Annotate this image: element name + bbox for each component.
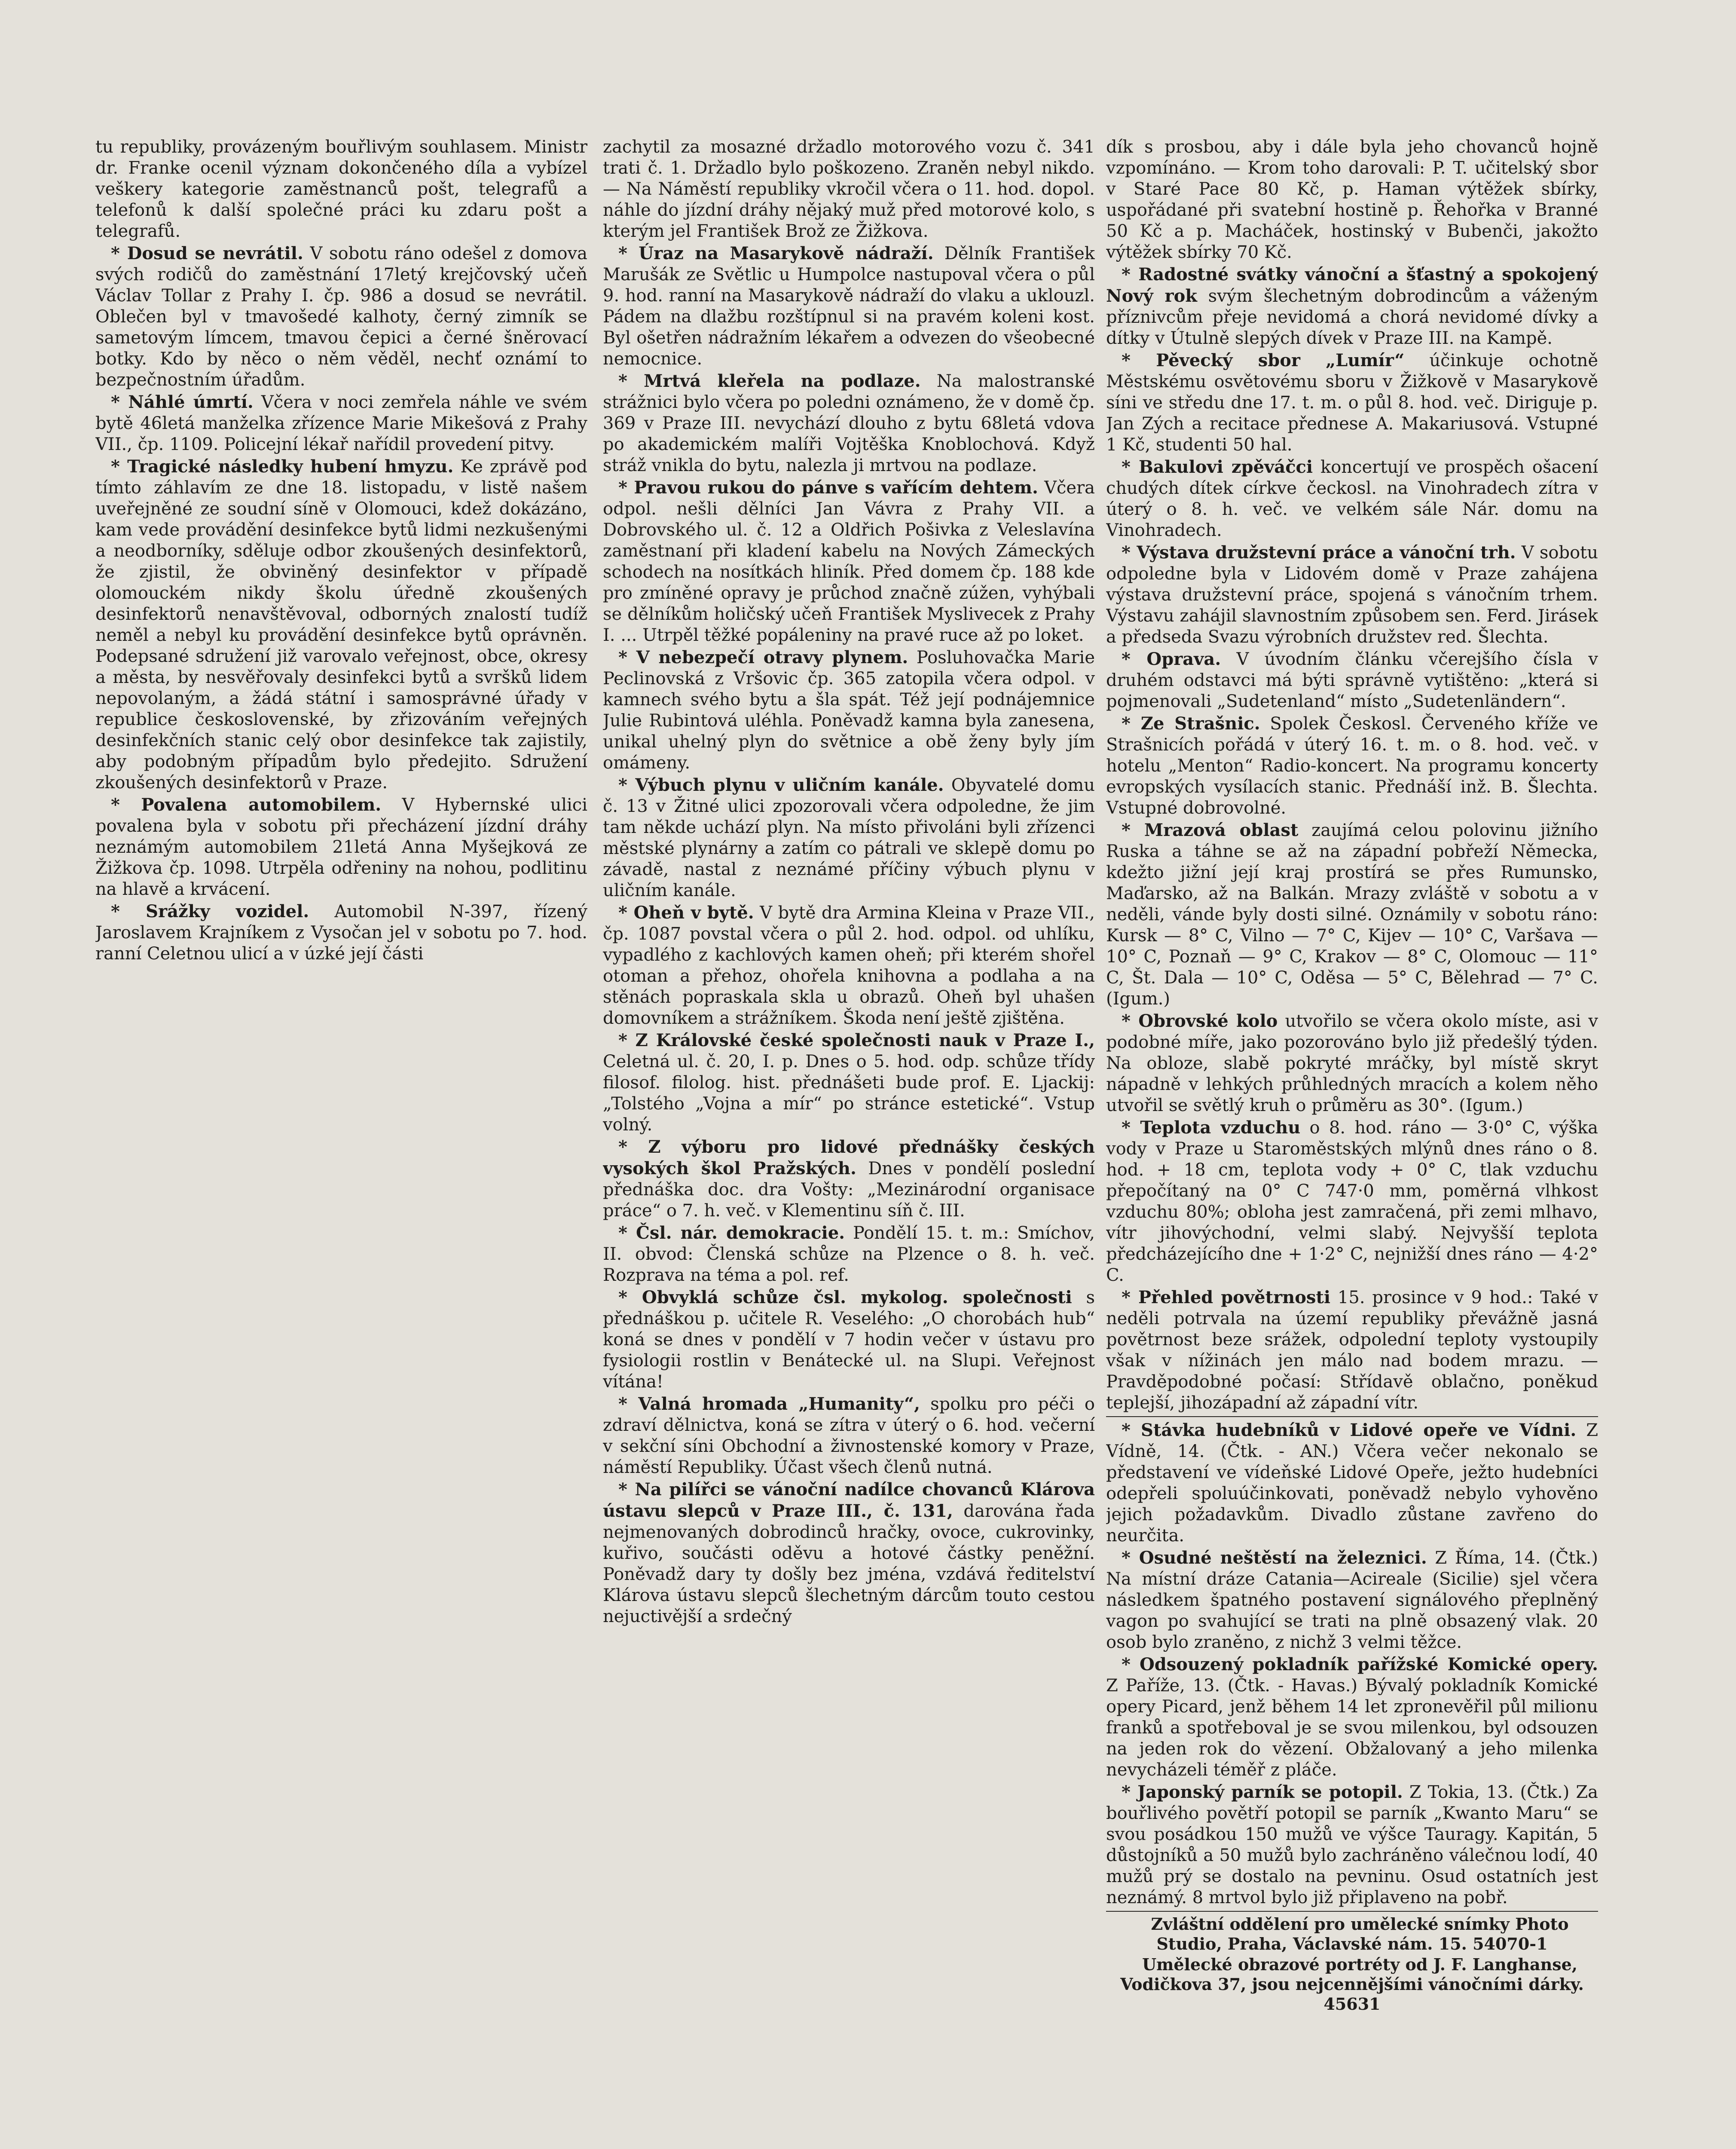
article-heading: * Povalena automobilem. — [111, 795, 382, 815]
article-heading: * V nebezpečí otravy plynem. — [618, 647, 908, 667]
article-paragraph: * Mrtvá kleřela na podlaze. Na malostranské strážnici bylo včera po poledni oznámeno, že v domě čp. 369 v Praze III. nevychází dlouho z bytu 68letá vdova po akademickém malíři Vojtěška Knoblochová. Když stráž vnikla do bytu, nalezla ji mrtvou na podlaze. — [603, 371, 1095, 475]
article-heading: * Tragické následky hubení hmyzu. — [111, 456, 454, 477]
divider-rule — [1106, 1416, 1598, 1417]
advertisement — [1106, 1914, 1598, 1954]
article-heading: * Pravou rukou do pánve s vařícím dehtem. — [618, 478, 1038, 498]
column-2 — [603, 137, 1095, 2149]
article-heading: * Z výboru pro lidové přednášky českých vysokých škol Pražských. — [603, 1137, 1095, 1179]
article-heading: * Obvyklá schůze čsl. mykolog. společnosti — [618, 1287, 1072, 1307]
article-heading: * Úraz na Masarykově nádraží. — [618, 243, 934, 263]
article-paragraph: * Bakulovi zpěváčci koncertují ve prospěch ošacení chudých dítek církve čeckosl. na Vinohradech zítra v úterý o 8. h. več. ve velkém sále Nár. domu na Vinohradech. — [1106, 457, 1598, 540]
article-heading: * Výbuch plynu v uličním kanále. — [618, 775, 944, 795]
article-paragraph: * Dosud se nevrátil. V sobotu ráno odešel z domova svých rodičů do zaměstnání 17letý krejčovský učeň Václav Tollar z Prahy I. čp. 986 a dosud se nevrátil. Oblečen byl v tmavošedé kalhoty, černý zimník se sametovým límcem, tmavou čepici a černé šněrovací botky. Kdo by něco o něm věděl, nechť oznámí to bezpečnostním úřadům. — [95, 243, 587, 390]
article-heading: * Japonský parník se potopil. — [1122, 1782, 1403, 1802]
divider-rule — [1106, 1911, 1598, 1912]
article-paragraph: * Tragické následky hubení hmyzu. Ke zprávě pod tímto záhlavím ze dne 18. listopadu, v listě našem uveřejněné ze soudní síně v Olomouci, kdež dokázáno, kam vede provádění desinfekce bytů lidmi nezkušenými a neodborníky, sděluje odbor zkoušených desinfektorů, že zjistil, že obviněný desinfektor v případě olomouckém nikdy školu úředně zkoušených desinfektorů nenavštěvoval, odborných znalostí tudíž neměl a nebyl ku provádění desinfekce bytů oprávněn. Podepsané sdružení již varovalo veřejnost, obce, okresy a města, by nesvěřovaly desinfekci bytů a svršků lidem nepovolaným, a žádá státní i samosprávné úřady v republice československé, by zřizováním veřejných desinfekčních stanic celý obor desinfekce tak zajistily, aby podobným případům bylo předejito. Sdružení zkoušených desinfektorů v Praze. — [95, 456, 587, 793]
article-heading: * Osudné neštěstí na železnici. — [1122, 1548, 1427, 1568]
article-heading: * Stávka hudebníků v Lidové opeře ve Vídni. — [1122, 1420, 1577, 1440]
article-heading: * Z Královské české společnosti nauk v Praze I., — [618, 1030, 1095, 1050]
article-paragraph: * Povalena automobilem. V Hybernské ulici povalena byla v sobotu při přecházení jízdní dráhy neznámým automobilem 21letá Anna Myšejková ze Žižkova čp. 1098. Utrpěla odřeniny na nohou, podlitinu na hlavě a krvácení. — [95, 795, 587, 899]
article-paragraph: * Japonský parník se potopil. Z Tokia, 13. (Čtk.) Za bouřlivého povětří potopil se parník „Kwanto Maru“ se svou posádkou 150 mužů ve výšce Tauragy. Kapitán, 5 důstojníků a 50 mužů bylo zachráněno válečnou lodí, 40 mužů prý se dostalo na pevninu. Osud ostatních jest neznámý. 8 mrtvol bylo již připlaveno na pobř. — [1106, 1782, 1598, 1907]
article-paragraph: * Teplota vzduchu o 8. hod. ráno — 3·0° C, výška vody v Praze u Staroměstských mlýnů dnes ráno o 8. hod. + 18 cm, teplota vody + 0° C, tlak vzduchu přepočítaný na 0° C 747·0 mm, poměrná vlhkost vzduchu 80%; obloha jest zamračená, při zemi mlhavo, vítr jihovýchodní, velmi slabý. Nejvyšší teplota předcházejícího dne + 1·2° C, nejnižší dnes ráno — 4·2° C. — [1106, 1117, 1598, 1285]
article-paragraph: * Stávka hudebníků v Lidové opeře ve Vídni. Z Vídně, 14. (Čtk. - AN.) Včera večer nekonalo se představení ve vídeňské Lidové Opeře, ježto hudebníci odepřeli spoluúčinkovati, poněvadž nebylo vyhověno jejich požadavkům. Divadlo zůstane zavřeno do neurčita. — [1106, 1420, 1598, 1546]
article-paragraph: * Přehled povětrnosti 15. prosince v 9 hod.: Také v neděli potrvala na území republiky převážně jasná povětrnost beze srážek, odpolední teploty vystoupily však v nížinách jen málo nad bodem mrazu. — Pravděpodobné počasí: Střídavě oblačno, poněkud teplejší, jihozápadní až západní vítr. — [1106, 1287, 1598, 1413]
ad-text: Umělecké obrazové portréty od J. F. Langhanse, Vodičkova 37, jsou nejcennějšími vánočními dárky. 45631 — [1120, 1955, 1584, 2014]
article-heading: * Dosud se nevrátil. — [111, 243, 303, 263]
article-heading: * Oprava. — [1122, 649, 1221, 669]
article-paragraph: * Odsouzený pokladník pařížské Komické opery. Z Paříže, 13. (Čtk. - Havas.) Bývalý pokladník Komické opery Picard, jenž během 14 let zpronevěřil půl milionu franků a spotřeboval je se svou milenkou, byl odsouzen na jeden rok do vězení. Obžalovaný a jeho milenka nevycházeli téměř z pláče. — [1106, 1654, 1598, 1780]
article-heading: * Oheň v bytě. — [618, 903, 754, 923]
article-heading: * Mrtvá kleřela na podlaze. — [618, 371, 921, 391]
article-paragraph: * Mrazová oblast zaujímá celou polovinu jižního Ruska a táhne se až na západní pobřeží Německa, kdežto jižní její kraj prostírá se přes Rumunsko, Maďarsko, až na Balkán. Mrazy zvláště v sobotu a v neděli, vánde byly dosti silné. Oznámily v sobotu ráno: Kursk — 8° C, Vilno — 7° C, Kijev — 10° C, Varšava — 10° C, Poznaň — 9° C, Krakov — 8° C, Olomouc — 11° C, Št. Dala — 10° C, Oděsa — 5° C, Bělehrad — 7° C. (Igum.) — [1106, 820, 1598, 1009]
column-3 — [1106, 137, 1598, 2149]
article-paragraph: * Výbuch plynu v uličním kanále. Obyvatelé domu č. 13 v Žitné ulici zpozorovali včera odpoledne, že jim tam někde uchází plyn. Na místo přivoláni byli zřízenci městské plynárny a zatím co pátrali ve sklepě domu po závadě, nastal z neznámé příčiny výbuch plynu v uličním kanále. — [603, 775, 1095, 900]
article-paragraph: * Výstava družstevní práce a vánoční trh. V sobotu odpoledne byla v Lidovém domě v Praze zahájena výstava družstevní práce, spojená s vánočním trhem. Výstavu zahájil slavnostním způsobem sen. Ferd. Jirásek a předseda Svazu výrobních družstev red. Šlechta. — [1106, 542, 1598, 647]
article-heading: * Teplota vzduchu — [1122, 1117, 1301, 1138]
article-paragraph: * Srážky vozidel. Automobil N-397, řízený Jaroslavem Krajníkem z Vysočan jel v sobotu po 7. hod. ranní Celetnou ulicí a v úzké její části — [95, 901, 587, 964]
article-heading: * Odsouzený pokladník pařížské Komické opery. — [1122, 1654, 1598, 1675]
article-paragraph: * Pěvecký sbor „Lumír“ účinkuje ochotně Městskému osvětovému sboru v Žižkově v Masarykově síni ve středu dne 17. t. m. o půl 8. hod. več. Diriguje p. Jan Zých a recitace přednese A. Makariusová. Vstupné 1 Kč, studenti 50 hal. — [1106, 350, 1598, 455]
article-paragraph: * V nebezpečí otravy plynem. Posluhovačka Marie Peclinovská z Vršovic čp. 365 zatopila včera odpol. v kamnech svého bytu a šla spát. Též její podnájemnice Julie Rubintová uléhla. Poněvadž kamna byla zanesena, unikal uhelný plyn do světnice a obě ženy byly jím omámeny. — [603, 647, 1095, 773]
article-paragraph: dík s prosbou, aby i dále byla jeho chovanců hojně vzpomínáno. — Krom toho darovali: P. T. učitelský sbor v Staré Pace 80 Kč, p. Haman výtěžek sbírky, uspořádané při svatební hostině p. Řehořka v Branné 50 Kč a p. Macháček, hostinský v Bubenči, jakožto výtěžek sbírky 70 Kč. — [1106, 137, 1598, 262]
article-paragraph: * Ze Strašnic. Spolek Českosl. Červeného kříže ve Strašnicích pořádá v úterý 16. t. m. o 8. hod. več. v hotelu „Menton“ Radio-koncert. Na programu koncerty evropských vysílacích stanic. Přednáší inž. B. Šlechta. Vstupné dobrovolné. — [1106, 713, 1598, 818]
article-paragraph: zachytil za mosazné držadlo motorového vozu č. 341 trati č. 1. Držadlo bylo poškozeno. Zraněn nebyl nikdo. — Na Náměstí republiky vkročil včera o 11. hod. dopol. náhle do jízdní dráhy nějaký muž před motorové kolo, s kterým jel František Brož ze Žižkova. — [603, 137, 1095, 241]
article-paragraph: * Obvyklá schůze čsl. mykolog. společnosti s přednáškou p. učitele R. Veselého: „O chorobách hub“ koná se dnes v pondělí v 7 hodin večer v ústavu pro fysiologii rostlin v Benátecké ul. na Slupi. Veřejnost vítána! — [603, 1287, 1095, 1392]
article-heading: * Přehled povětrnosti — [1122, 1287, 1331, 1307]
article-paragraph: * Oheň v bytě. V bytě dra Armina Kleina v Praze VII., čp. 1087 povstal včera o půl 2. hod. odpol. od uhlíku, vypadlého z kachlových kamen oheň; při kterém shořel otoman a přehoz, ohořela knihovna a podlaha a na stěnách popraskala skla u obrazů. Oheň byl uhašen domovníkem a strážníkem. Škoda není ještě zjištěna. — [603, 903, 1095, 1028]
article-heading: * Čsl. nár. demokracie. — [618, 1223, 845, 1243]
column-1 — [95, 137, 587, 2149]
article-heading: * Na pilířci se vánoční nadílce chovanců Klárova ústavu slepců v Praze III., č. 131, — [603, 1479, 1095, 1521]
article-paragraph: * Z výboru pro lidové přednášky českých vysokých škol Pražských. Dnes v pondělí poslední přednáška doc. dra Vošty: „Mezinárodní organisace práce“ o 7. h. več. v Klementinu síň č. III. — [603, 1137, 1095, 1221]
article-paragraph: * Úraz na Masarykově nádraží. Dělník František Marušák ze Světlic u Humpolce nastupoval včera o půl 9. hod. ranní na Masarykově nádraží do vlaku a uklouzl. Pádem na dlažbu rozštípnul si na pravém koleni kost. Byl ošetřen nádražním lékařem a odvezen do všeobecné nemocnice. — [603, 243, 1095, 369]
article-heading: * Pěvecký sbor „Lumír“ — [1122, 350, 1405, 370]
article-heading: * Srážky vozidel. — [111, 901, 309, 921]
ad-text: Zvláštní oddělení pro umělecké snímky Photo Studio, Praha, Václavské nám. 15. 54070-1 — [1151, 1914, 1569, 1953]
article-heading: * Valná hromada „Humanity“, — [618, 1394, 920, 1414]
article-heading: * Bakulovi zpěváčci — [1122, 457, 1313, 477]
article-paragraph: * Na pilířci se vánoční nadílce chovanců Klárova ústavu slepců v Praze III., č. 131, darována řada nejmenovaných dobrodinců hračky, ovoce, cukrovinky, kuřivo, součásti oděvu a hotové částky peněžní. Poněvadž dary ty došly bez jména, vzdává ředitelství Klárova ústavu slepců šlechetným dárcům touto cestou nejuctivější a srdečný — [603, 1479, 1095, 1626]
article-heading: * Radostné svátky vánoční a šťastný a spokojený Nový rok — [1106, 264, 1598, 306]
article-heading: * Ze Strašnic. — [1122, 713, 1260, 734]
article-heading: * Výstava družstevní práce a vánoční trh. — [1122, 542, 1516, 563]
advertisement — [1106, 1955, 1598, 2014]
article-heading: * Mrazová oblast — [1122, 820, 1299, 840]
article-paragraph: * Pravou rukou do pánve s vařícím dehtem. Včera odpol. nešli dělníci Jan Vávra z Prahy VII. a Dobrovského ul. č. 12 a Oldřich Pošivka z Veleslavína zaměstnaní při kladení kabelu na Nových Zámeckých schodech na nosítkách hliník. Před domem čp. 188 kde pro zmíněné opravy je průchod značně zúžen, vyhýbali se dělníkům holičský učeň František Myslivecek z Prahy I. ... Utrpěl těžké popáleniny na pravé ruce až po loket. — [603, 478, 1095, 645]
article-paragraph: * Náhlé úmrtí. Včera v noci zemřela náhle ve svém bytě 46letá manželka zřízence Marie Mikešová z Prahy VII., čp. 1109. Policejní lékař nařídil provedení pitvy. — [95, 392, 587, 454]
article-paragraph: * Osudné neštěstí na železnici. Z Říma, 14. (Čtk.) Na místní dráze Catania—Acireale (Sicilie) sjel včera následkem špatného postavení signálového přeplněný vagon po svahující se trati na plně obsazený vlak. 20 osob bylo zraněno, z nichž 3 velmi těžce. — [1106, 1548, 1598, 1652]
article-paragraph: * Oprava. V úvodním článku včerejšího čísla v druhém odstavci má býti správně vytištěno: „která si pojmenovali „Sudetenland“ místo „Sudetenländern“. — [1106, 649, 1598, 711]
article-paragraph: * Z Královské české společnosti nauk v Praze I., Celetná ul. č. 20, I. p. Dnes o 5. hod. odp. schůze třídy filosof. filolog. hist. přednášeti bude prof. E. Ljackij: „Tolstého „Vojna a mír“ po stránce estetické“. Vstup volný. — [603, 1030, 1095, 1135]
article-paragraph: * Radostné svátky vánoční a šťastný a spokojený Nový rok svým šlechetným dobrodincům a váženým příznivcům přeje nevidomá a chorá nevidomé dívky a dítky v Útulně slepých dívek v Praze III. na Kampě. — [1106, 264, 1598, 348]
article-heading: * Obrovské kolo — [1122, 1011, 1278, 1031]
article-paragraph: * Čsl. nár. demokracie. Pondělí 15. t. m.: Smíchov, II. obvod: Členská schůze na Plzence o 8. h. več. Rozprava na téma a pol. ref. — [603, 1223, 1095, 1285]
article-paragraph: tu republiky, provázeným bouřlivým souhlasem. Ministr dr. Franke ocenil význam dokončeného díla a vybízel veškery kategorie zaměstnanců pošt, telegrafů a telefonů k další společné práci ku zdaru pošt a telegrafů. — [95, 137, 587, 241]
article-paragraph: * Valná hromada „Humanity“, spolku pro péči o zdraví dělnictva, koná se zítra v úterý o 6. hod. večerní v sekční síni Obchodní a živnostenské komory v Praze, náměstí Republiky. Účast všech členů nutná. — [603, 1394, 1095, 1477]
article-heading: * Náhlé úmrtí. — [111, 392, 254, 412]
article-paragraph: * Obrovské kolo utvořilo se včera okolo míste, asi v podobné míře, jako pozorováno bylo již předešlý týden. Na obloze, slabě pokryté mráčky, byl místě skryt nápadně v lehkých průhledných mracích a kolem něho utvořil se světlý kruh o průměru as 30°. (Igum.) — [1106, 1011, 1598, 1115]
